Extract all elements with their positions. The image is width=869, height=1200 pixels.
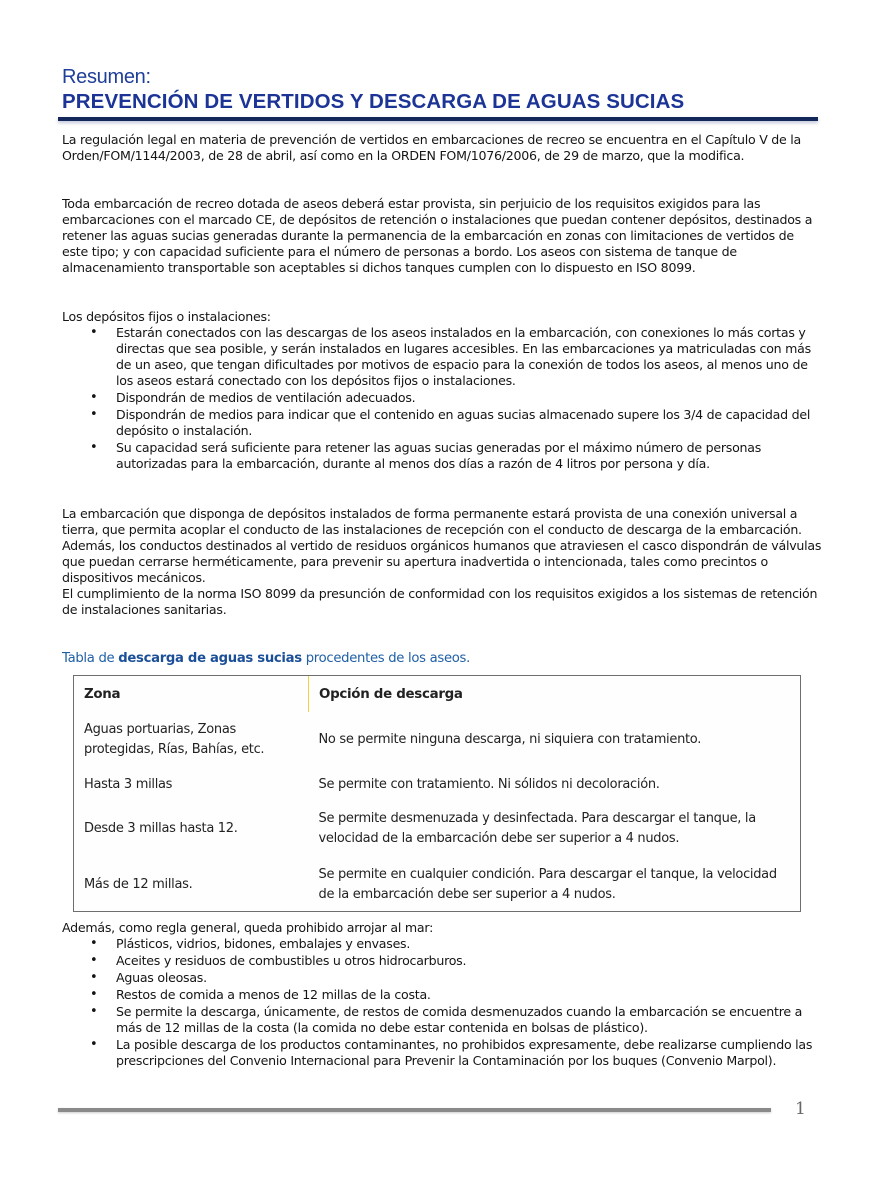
- fixed-tanks-section: [62, 309, 822, 473]
- cell-zona: Aguas portuarias, Zonas protegidas, Rías, Bahías, etc.: [84, 722, 265, 757]
- fixed-tanks-list: [62, 325, 822, 472]
- paragraph-legal-regulation: La regulación legal en materia de prevención de vertidos en embarcaciones de recreo se encuentra en el Capítulo V de la Orden/FOM/1144/2003, de 28 de abril, así como en la ORDEN FOM/1076/2006, de 29 de marzo, que la modifica.: [62, 132, 802, 163]
- list-item: • Aguas oleosas.: [62, 970, 822, 986]
- header-subtitle: Resumen:: [62, 66, 151, 88]
- header-divider: [58, 117, 818, 121]
- footer-divider: [58, 1108, 771, 1112]
- list-intro-fixed-tanks: Los depósitos fijos o instalaciones:: [62, 309, 271, 324]
- table-row: [74, 801, 800, 857]
- caption-suffix: procedentes de los aseos.: [301, 651, 470, 666]
- table-caption: [62, 651, 470, 666]
- cell-zona: Desde 3 millas hasta 12.: [84, 821, 238, 836]
- table-row: [74, 768, 800, 801]
- list-item: • Dispondrán de medios para indicar que el contenido en aguas sucias almacenado supere los 3/4 de capacidad del depósito o instalación.: [62, 407, 822, 439]
- cell-opcion: No se permite ninguna descarga, ni siquiera con tratamiento.: [318, 732, 702, 747]
- cell-zona: Más de 12 millas.: [84, 877, 193, 892]
- page-number: 1: [795, 1099, 806, 1119]
- column-header-zona: Zona: [74, 676, 309, 712]
- table-row: [74, 712, 800, 768]
- paragraph-valves: Además, los conductos destinados al vertido de residuos orgánicos humanos que atraviesen el casco dispondrán de válvulas que puedan cerrarse herméticamente, para prevenir su apertura inadvertida o intencionada, tales como precintos o dispositivos mecánicos.: [62, 538, 822, 585]
- paragraph-shore-connection: La embarcación que disponga de depósitos instalados de forma permanente estará provista de una conexión universal a tierra, que permita acoplar el conducto de las instalaciones de recepción con el conducto de descarga de la embarcación.: [62, 506, 802, 537]
- intro-paragraph: [62, 132, 822, 164]
- discharge-table: [74, 676, 800, 913]
- document-header: [62, 66, 822, 114]
- list-intro-prohibitions: Además, como regla general, queda prohibido arrojar al mar:: [62, 920, 434, 935]
- caption-emphasis: descarga de aguas sucias: [118, 651, 302, 666]
- list-item: • Se permite la descarga, únicamente, de restos de comida desmenuzados cuando la embarcación se encuentre a más de 12 millas de la costa (la comida no debe estar contenida en bolsas de plástico).: [62, 1004, 822, 1036]
- column-header-opcion: Opción de descarga: [319, 686, 463, 702]
- table-row: [74, 857, 800, 913]
- list-item: • La posible descarga de los productos contaminantes, no prohibidos expresamente, debe realizarse cumpliendo las prescripciones del Convenio Internacional para Prevenir la Contaminación por los buques (Convenio Marpol).: [62, 1037, 822, 1069]
- prohibitions-list: [62, 936, 822, 1069]
- cell-opcion: Se permite con tratamiento. Ni sólidos ni decoloración.: [318, 776, 660, 792]
- list-item: • Plásticos, vidrios, bidones, embalajes y envases.: [62, 936, 822, 952]
- caption-prefix: Tabla de: [62, 651, 119, 666]
- paragraph-retention-tanks: Toda embarcación de recreo dotada de aseos deberá estar provista, sin perjuicio de los requisitos exigidos para las embarcaciones con el marcado CE, de depósitos de retención o instalaciones que puedan contener depósitos, destinados a retener las aguas sucias generadas durante la permanencia de la embarcación en zonas con limitaciones de vertidos de este tipo; y con capacidad suficiente para el número de personas a bordo. Los aseos con sistema de tanque de almacenamiento transportable son aceptables si dichos tanques cumplen con lo dispuesto en ISO 8099.: [62, 196, 813, 275]
- connection-section: [62, 506, 822, 618]
- cell-opcion: Se permite desmenuzada y desinfectada. Para descargar el tanque, la velocidad de la embarcación debe ser superior a 4 nudos.: [318, 811, 756, 846]
- list-item: • Dispondrán de medios de ventilación adecuados.: [62, 390, 822, 406]
- cell-opcion: Se permite en cualquier condición. Para descargar el tanque, la velocidad de la embarcación debe ser superior a 4 nudos.: [318, 867, 777, 902]
- retention-paragraph: [62, 196, 822, 276]
- list-item: • Estarán conectados con las descargas de los aseos instalados en la embarcación, con conexiones lo más cortas y directas que sea posible, y serán instalados en lugares accesibles. En las embarcaciones ya matriculadas con más de un aseo, que tengan dificultades por motivos de espacio para la conexión de todos los aseos, al menos uno de los aseos estará conectado con los depósitos fijos o instalaciones.: [62, 325, 822, 389]
- list-item: • Restos de comida a menos de 12 millas de la costa.: [62, 987, 822, 1003]
- paragraph-iso-compliance: El cumplimiento de la norma ISO 8099 da presunción de conformidad con los requisitos exigidos a los sistemas de retención de instalaciones sanitarias.: [62, 586, 818, 617]
- page-title: PREVENCIÓN DE VERTIDOS Y DESCARGA DE AGUAS SUCIAS: [62, 90, 685, 113]
- cell-zona: Hasta 3 millas: [84, 776, 173, 792]
- discharge-table-frame: [73, 675, 801, 912]
- table-header-row: [74, 676, 800, 712]
- prohibitions-section: [62, 920, 822, 1070]
- list-item: • Aceites y residuos de combustibles u otros hidrocarburos.: [62, 953, 822, 969]
- list-item: • Su capacidad será suficiente para retener las aguas sucias generadas por el máximo número de personas autorizadas para la embarcación, durante al menos dos días a razón de 4 litros por persona y día.: [62, 440, 822, 472]
